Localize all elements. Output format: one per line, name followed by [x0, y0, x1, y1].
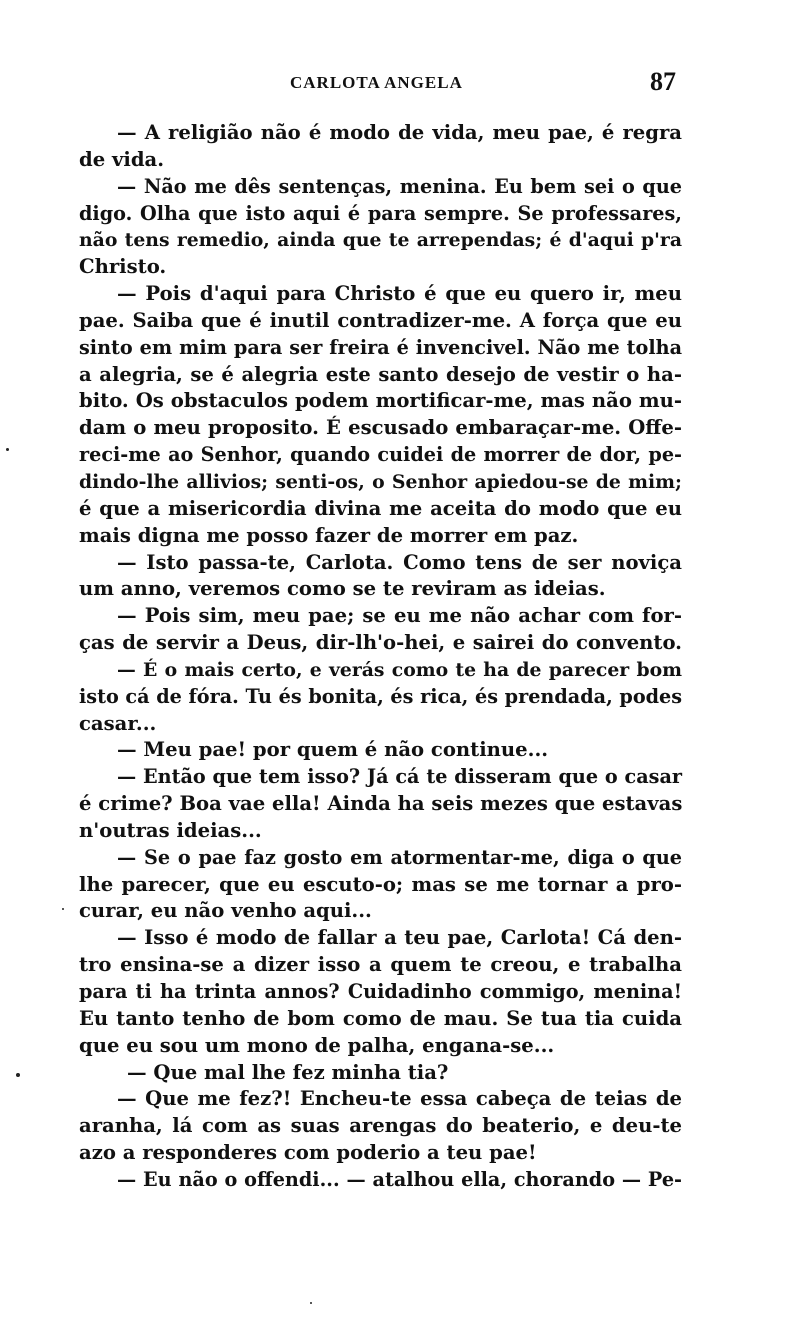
text-line: — Pois d'aqui para Christo é que eu quero ir, meu	[117, 282, 682, 306]
text-line: não tens remedio, ainda que te arrependas; é d'aqui p'ra	[79, 229, 682, 252]
text-line: casar...	[79, 711, 157, 735]
running-title: CARLOTA ANGELA	[290, 73, 463, 92]
text-line: é crime? Boa vae ella! Ainda ha seis mezes que estavas	[79, 792, 683, 816]
text-line: um anno, veremos como se te reviram as ideias.	[79, 577, 606, 601]
text-line: — Meu pae! por quem é não continue...	[117, 738, 549, 762]
text-line: é que a misericordia divina me aceita do modo que eu	[79, 496, 682, 520]
text-line: reci-me ao Senhor, quando cuidei de morrer de dor, pe-	[79, 443, 682, 467]
text-line: bito. Os obstaculos podem mortificar-me, mas não mu-	[79, 389, 682, 413]
text-line: — Se o pae faz gosto em atormentar-me, diga o que	[117, 845, 682, 869]
text-line: isto cá de fóra. Tu és bonita, és rica, és prendada, podes	[79, 684, 683, 708]
text-line: azo a responderes com poderio a teu pae!	[79, 1141, 537, 1165]
text-line: aranha, lá com as suas arengas do beaterio, e deu-te	[79, 1114, 682, 1138]
text-line: Christo.	[79, 255, 167, 279]
text-line: — Isso é modo de fallar a teu pae, Carlota! Cá den-	[117, 926, 682, 950]
text-line: — Que me fez?! Encheu-te essa cabeça de teias de	[117, 1087, 682, 1111]
text-line: de vida.	[79, 147, 165, 171]
text-line: curar, eu não venho aqui...	[79, 899, 372, 923]
text-line: pae. Saiba que é inutil contradizer-me. A força que eu	[79, 308, 682, 332]
text-line: que eu sou um mono de palha, engana-se...	[79, 1033, 555, 1057]
text-line: ças de servir a Deus, dir-lh'o-hei, e sairei do convento.	[79, 631, 682, 655]
text-line: dam o meu proposito. É escusado embaraçar-me. Offe-	[79, 416, 682, 440]
text-line: para ti ha trinta annos? Cuidadinho commigo, menina!	[79, 980, 682, 1003]
text-line: Eu tanto tenho de bom como de mau. Se tua tia cuida	[79, 1006, 682, 1030]
text-line: n'outras ideias...	[79, 818, 262, 842]
text-line: — Pois sim, meu pae; se eu me não achar com for-	[117, 604, 682, 628]
text-line: sinto em mim para ser freira é invencivel. Não me tolha	[79, 335, 682, 359]
text-line: tro ensina-se a dizer isso a quem te creou, e trabalha	[79, 953, 682, 977]
body-text	[79, 120, 682, 1194]
scan-speck	[6, 448, 9, 451]
scan-speck	[16, 1073, 20, 1077]
scan-speck	[62, 908, 64, 910]
scan-speck	[310, 1302, 312, 1304]
page-number: 87	[650, 67, 676, 96]
text-line: — Que mal lhe fez minha tia?	[127, 1060, 449, 1084]
text-line: lhe parecer, que eu escuto-o; mas se me tornar a pro-	[79, 872, 682, 896]
text-line: a alegria, se é alegria este santo desejo de vestir o ha-	[79, 362, 682, 386]
text-line: mais digna me posso fazer de morrer em paz.	[79, 523, 579, 547]
text-line: — A religião não é modo de vida, meu pae, é regra	[117, 121, 682, 144]
text-line: — Então que tem isso? Já cá te disseram que o casar	[117, 765, 682, 789]
text-line: digo. Olha que isto aqui é para sempre. Se professares,	[79, 201, 682, 225]
text-line: dindo-lhe allivios; senti-os, o Senhor apiedou-se de mim;	[79, 470, 682, 493]
text-line: — Não me dês sentenças, menina. Eu bem sei o que	[117, 174, 682, 198]
text-line: — Isto passa-te, Carlota. Como tens de ser noviça	[117, 550, 682, 574]
text-line: — É o mais certo, e verás como te ha de parecer bom	[117, 658, 682, 681]
text-line: — Eu não o offendi... — atalhou ella, chorando — Pe-	[117, 1167, 682, 1191]
